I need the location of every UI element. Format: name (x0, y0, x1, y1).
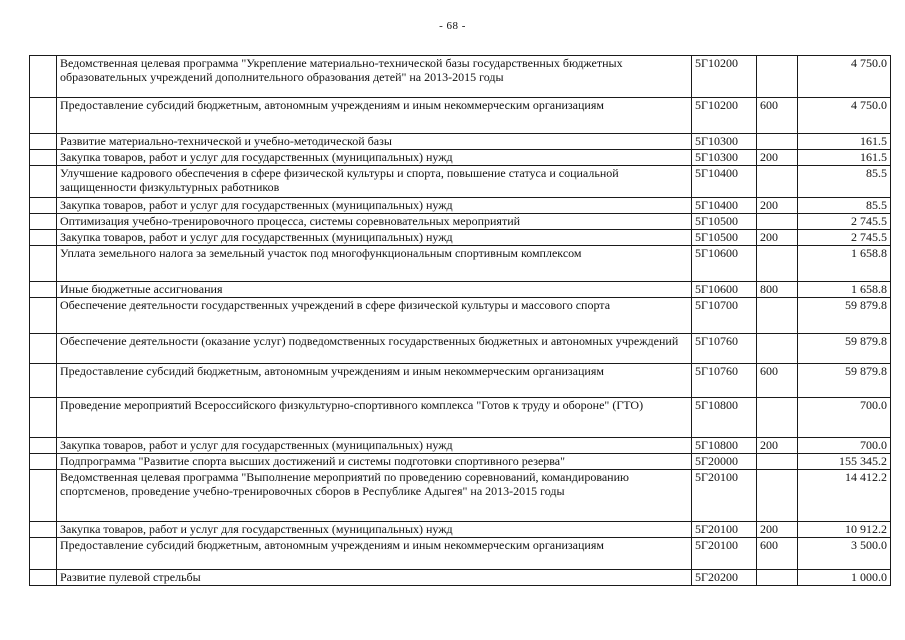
amount-cell: 85.5 (798, 166, 891, 198)
expense-type-cell (757, 166, 798, 198)
table-row (30, 454, 891, 470)
blank-cell (30, 570, 57, 586)
blank-cell (30, 522, 57, 538)
table-row (30, 56, 891, 98)
table-row (30, 438, 891, 454)
blank-cell (30, 470, 57, 522)
expense-type-cell: 600 (757, 364, 798, 398)
item-name-cell: Обеспечение деятельности (оказание услуг) подведомственных государственных бюджетных и автономных учреждений (57, 334, 692, 364)
target-code-cell: 5Г10760 (692, 364, 757, 398)
amount-cell: 1 658.8 (798, 282, 891, 298)
expense-type-cell (757, 246, 798, 282)
expense-type-cell (757, 570, 798, 586)
expense-type-cell: 200 (757, 438, 798, 454)
item-name-cell: Предоставление субсидий бюджетным, автономным учреждениям и иным некоммерческим организациям (57, 538, 692, 570)
item-name-cell: Закупка товаров, работ и услуг для государственных (муниципальных) нужд (57, 150, 692, 166)
table-row (30, 398, 891, 438)
table-row (30, 150, 891, 166)
amount-cell: 4 750.0 (798, 98, 891, 134)
table-row (30, 538, 891, 570)
expense-type-cell: 600 (757, 538, 798, 570)
blank-cell (30, 56, 57, 98)
amount-cell: 59 879.8 (798, 364, 891, 398)
blank-cell (30, 230, 57, 246)
amount-cell: 1 658.8 (798, 246, 891, 282)
expense-type-cell (757, 398, 798, 438)
blank-cell (30, 246, 57, 282)
table-row (30, 134, 891, 150)
expense-type-cell (757, 134, 798, 150)
expense-type-cell: 200 (757, 522, 798, 538)
table-row (30, 230, 891, 246)
blank-cell (30, 538, 57, 570)
expense-type-cell: 200 (757, 150, 798, 166)
blank-cell (30, 298, 57, 334)
blank-cell (30, 134, 57, 150)
blank-cell (30, 282, 57, 298)
table-row (30, 364, 891, 398)
blank-cell (30, 150, 57, 166)
amount-cell: 155 345.2 (798, 454, 891, 470)
amount-cell: 2 745.5 (798, 230, 891, 246)
target-code-cell: 5Г10800 (692, 438, 757, 454)
table-row (30, 198, 891, 214)
amount-cell: 161.5 (798, 150, 891, 166)
blank-cell (30, 364, 57, 398)
amount-cell: 700.0 (798, 438, 891, 454)
item-name-cell: Улучшение кадрового обеспечения в сфере физической культуры и спорта, повышение статуса и социальной защищенности физкультурных работников (57, 166, 692, 198)
target-code-cell: 5Г10400 (692, 198, 757, 214)
amount-cell: 161.5 (798, 134, 891, 150)
table-row (30, 470, 891, 522)
expense-type-cell: 200 (757, 230, 798, 246)
item-name-cell: Закупка товаров, работ и услуг для государственных (муниципальных) нужд (57, 198, 692, 214)
amount-cell: 85.5 (798, 198, 891, 214)
expense-type-cell: 800 (757, 282, 798, 298)
item-name-cell: Ведомственная целевая программа "Укрепление материально-технической базы государственных бюджетных образовательных учреждений дополнительного образования детей" на 2013-2015 годы (57, 56, 692, 98)
target-code-cell: 5Г20100 (692, 538, 757, 570)
item-name-cell: Закупка товаров, работ и услуг для государственных (муниципальных) нужд (57, 438, 692, 454)
blank-cell (30, 398, 57, 438)
amount-cell: 59 879.8 (798, 334, 891, 364)
table-row (30, 570, 891, 586)
table-row (30, 214, 891, 230)
target-code-cell: 5Г20200 (692, 570, 757, 586)
item-name-cell: Оптимизация учебно-тренировочного процесса, системы соревновательных мероприятий (57, 214, 692, 230)
amount-cell: 3 500.0 (798, 538, 891, 570)
amount-cell: 14 412.2 (798, 470, 891, 522)
item-name-cell: Проведение мероприятий Всероссийского физкультурно-спортивного комплекса "Готов к труду и обороне" (ГТО) (57, 398, 692, 438)
expense-type-cell (757, 298, 798, 334)
expense-type-cell: 600 (757, 98, 798, 134)
blank-cell (30, 98, 57, 134)
target-code-cell: 5Г20100 (692, 522, 757, 538)
table-row (30, 334, 891, 364)
blank-cell (30, 454, 57, 470)
expense-type-cell (757, 334, 798, 364)
item-name-cell: Развитие материально-технической и учебно-методической базы (57, 134, 692, 150)
expense-type-cell (757, 214, 798, 230)
target-code-cell: 5Г10500 (692, 214, 757, 230)
target-code-cell: 5Г20100 (692, 470, 757, 522)
item-name-cell: Обеспечение деятельности государственных учреждений в сфере физической культуры и массового спорта (57, 298, 692, 334)
table-row (30, 522, 891, 538)
target-code-cell: 5Г10600 (692, 282, 757, 298)
target-code-cell: 5Г10400 (692, 166, 757, 198)
target-code-cell: 5Г10500 (692, 230, 757, 246)
target-code-cell: 5Г10200 (692, 56, 757, 98)
item-name-cell: Предоставление субсидий бюджетным, автономным учреждениям и иным некоммерческим организациям (57, 98, 692, 134)
target-code-cell: 5Г10700 (692, 298, 757, 334)
expense-type-cell (757, 454, 798, 470)
amount-cell: 10 912.2 (798, 522, 891, 538)
blank-cell (30, 198, 57, 214)
table-row (30, 98, 891, 134)
blank-cell (30, 438, 57, 454)
item-name-cell: Ведомственная целевая программа "Выполнение мероприятий по проведению соревнований, командированию спортсменов, проведение учебно-тренировочных сборов в Республике Адыгея" на 2013-2015 годы (57, 470, 692, 522)
target-code-cell: 5Г10600 (692, 246, 757, 282)
expense-type-cell (757, 56, 798, 98)
table-row (30, 246, 891, 282)
amount-cell: 1 000.0 (798, 570, 891, 586)
item-name-cell: Подпрограмма "Развитие спорта высших достижений и системы подготовки спортивного резерва" (57, 454, 692, 470)
target-code-cell: 5Г10200 (692, 98, 757, 134)
item-name-cell: Иные бюджетные ассигнования (57, 282, 692, 298)
budget-table (29, 55, 891, 586)
blank-cell (30, 214, 57, 230)
target-code-cell: 5Г10300 (692, 134, 757, 150)
amount-cell: 700.0 (798, 398, 891, 438)
item-name-cell: Предоставление субсидий бюджетным, автономным учреждениям и иным некоммерческим организациям (57, 364, 692, 398)
blank-cell (30, 166, 57, 198)
item-name-cell: Уплата земельного налога за земельный участок под многофункциональным спортивным комплексом (57, 246, 692, 282)
item-name-cell: Закупка товаров, работ и услуг для государственных (муниципальных) нужд (57, 230, 692, 246)
blank-cell (30, 334, 57, 364)
item-name-cell: Развитие пулевой стрельбы (57, 570, 692, 586)
table-row (30, 298, 891, 334)
target-code-cell: 5Г10760 (692, 334, 757, 364)
amount-cell: 59 879.8 (798, 298, 891, 334)
page-number: - 68 - (439, 20, 466, 32)
table-row (30, 282, 891, 298)
target-code-cell: 5Г10800 (692, 398, 757, 438)
amount-cell: 2 745.5 (798, 214, 891, 230)
expense-type-cell (757, 470, 798, 522)
target-code-cell: 5Г20000 (692, 454, 757, 470)
amount-cell: 4 750.0 (798, 56, 891, 98)
target-code-cell: 5Г10300 (692, 150, 757, 166)
expense-type-cell: 200 (757, 198, 798, 214)
table-row (30, 166, 891, 198)
item-name-cell: Закупка товаров, работ и услуг для государственных (муниципальных) нужд (57, 522, 692, 538)
